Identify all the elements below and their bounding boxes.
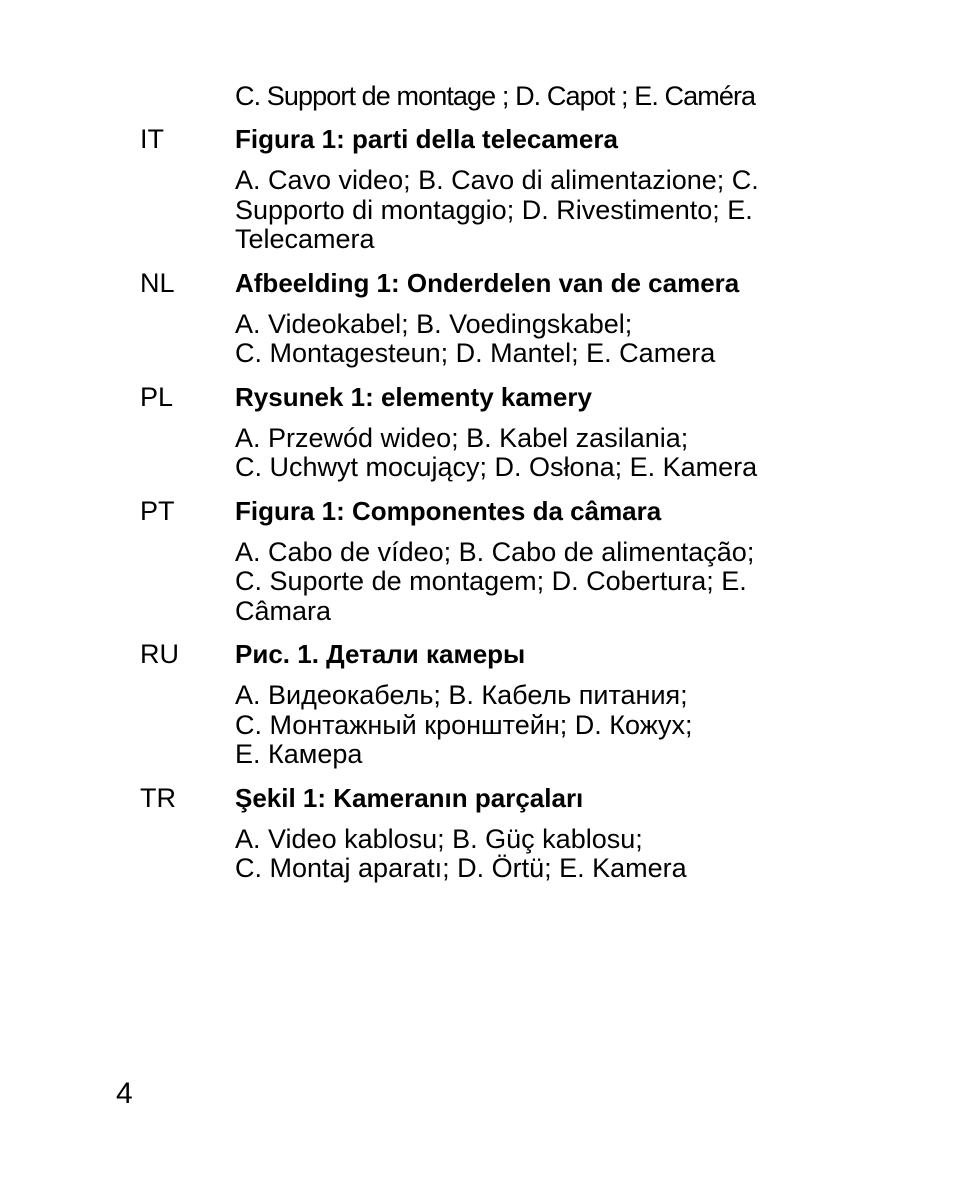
continuation-line: C. Support de montage ; D. Capot ; E. Caméra xyxy=(235,81,756,111)
description-line: Telecamera xyxy=(235,224,375,254)
page-number: 4 xyxy=(116,1077,133,1110)
description-line: Supporto di montaggio; D. Rivestimento; E. xyxy=(235,194,753,225)
language-section xyxy=(0,783,954,884)
language-code: RU xyxy=(140,639,179,669)
language-section xyxy=(0,124,954,255)
description-line: A. Cavo video; B. Cavo di alimentazione; C. xyxy=(235,165,759,195)
description-line: C. Montaj aparatı; D. Örtü; E. Kamera xyxy=(235,853,687,883)
description-line: Câmara xyxy=(235,595,332,626)
language-code: TR xyxy=(140,782,176,813)
description-line: A. Videokabel; B. Voedingskabel; xyxy=(235,308,633,339)
figure-heading: Şekil 1: Kameranın parçaları xyxy=(235,782,584,813)
description-line: C. Uchwyt mocujący; D. Osłona; E. Kamera xyxy=(235,452,758,482)
description-line: C. Монтажный кронштейн; D. Кожух; xyxy=(235,709,693,740)
language-section xyxy=(0,496,954,627)
language-code: PL xyxy=(140,381,174,412)
figure-heading: Figura 1: parti della telecamera xyxy=(235,124,618,154)
description-line: A. Cabo de vídeo; B. Cabo de alimentação; xyxy=(235,536,755,567)
figure-heading: Figura 1: Componentes da câmara xyxy=(235,495,662,526)
parts-description xyxy=(235,424,954,483)
figure-heading: Рис. 1. Детали камеры xyxy=(235,639,526,669)
parts-description xyxy=(235,538,954,627)
language-code: NL xyxy=(140,267,175,298)
figure-heading: Rysunek 1: elementy kamery xyxy=(235,381,592,412)
figure-heading: Afbeelding 1: Onderdelen van de camera xyxy=(235,267,740,298)
description-line: C. Montagesteun; D. Mantel; E. Camera xyxy=(235,338,716,368)
language-section xyxy=(0,382,954,483)
parts-description xyxy=(235,166,954,255)
description-line: A. Video kablosu; B. Güç kablosu; xyxy=(235,823,643,854)
parts-description xyxy=(235,310,954,369)
description-line: A. Видеокабель; B. Кабель питания; xyxy=(235,680,688,710)
parts-description xyxy=(235,681,954,770)
language-code: IT xyxy=(140,124,164,154)
description-line: A. Przewód wideo; B. Kabel zasilania; xyxy=(235,422,689,453)
language-section xyxy=(0,639,954,770)
language-code: PT xyxy=(140,495,175,526)
language-section xyxy=(0,268,954,369)
language-sections xyxy=(0,124,954,897)
description-line: E. Камера xyxy=(235,739,363,769)
parts-description xyxy=(235,825,954,884)
description-line: C. Suporte de montagem; D. Cobertura; E. xyxy=(235,566,747,596)
